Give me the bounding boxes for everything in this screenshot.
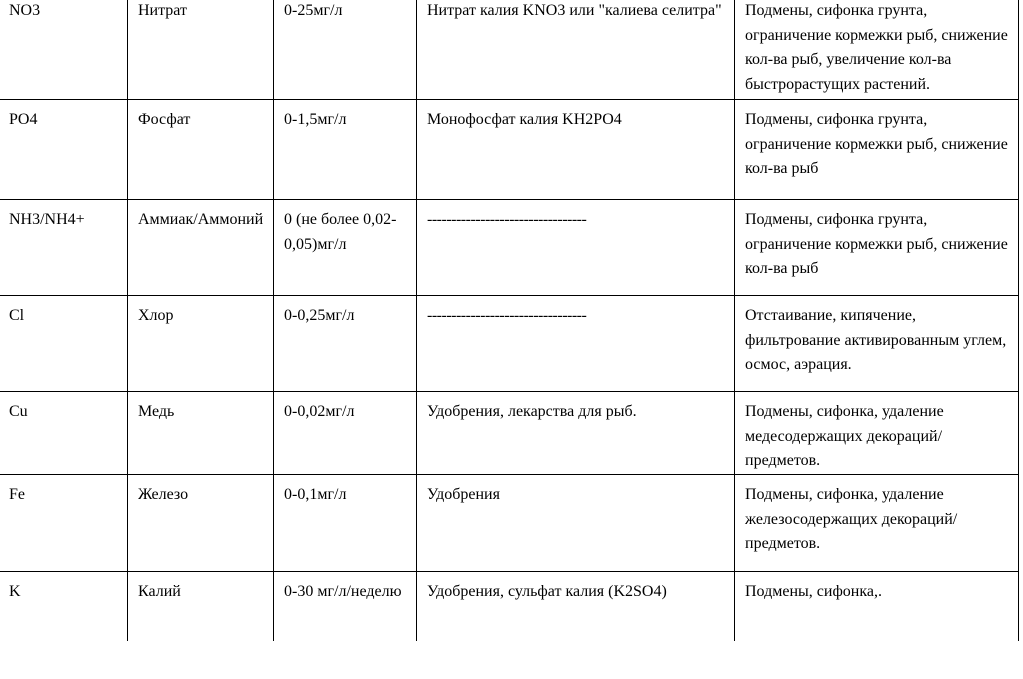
name-cell: Железо [128, 475, 274, 572]
norm-cell: 0-30 мг/л/неделю [274, 572, 417, 642]
symbol-cell: Cl [0, 296, 128, 392]
name-cell: Фосфат [128, 100, 274, 200]
remedy-cell: Подмены, сифонка грунта, ограничение кормежки рыб, снижение кол-ва рыб, увеличение кол-ва быстрорастущих растений. [735, 0, 1019, 100]
table-row [0, 200, 1019, 296]
table-row [0, 0, 1019, 100]
symbol-cell: PO4 [0, 100, 128, 200]
remedy-cell: Подмены, сифонка, удаление медесодержащих декораций/предметов. [735, 392, 1019, 475]
name-cell: Хлор [128, 296, 274, 392]
source-cell: Удобрения [417, 475, 735, 572]
table-row [0, 392, 1019, 475]
symbol-cell: Fe [0, 475, 128, 572]
name-cell: Аммиак/Аммоний [128, 200, 274, 296]
norm-cell: 0 (не более 0,02-0,05)мг/л [274, 200, 417, 296]
symbol-cell: Cu [0, 392, 128, 475]
symbol-cell: NO3 [0, 0, 128, 100]
norm-cell: 0-0,25мг/л [274, 296, 417, 392]
page-bottom-margin [0, 641, 1023, 679]
table-row [0, 475, 1019, 572]
symbol-cell: NH3/NH4+ [0, 200, 128, 296]
source-cell: Удобрения, сульфат калия (K2SO4) [417, 572, 735, 642]
remedy-cell: Подмены, сифонка,. [735, 572, 1019, 642]
remedy-cell: Подмены, сифонка грунта, ограничение кормежки рыб, снижение кол-ва рыб [735, 200, 1019, 296]
source-cell: Монофосфат калия KH2PO4 [417, 100, 735, 200]
norm-cell: 0-1,5мг/л [274, 100, 417, 200]
norm-cell: 0-25мг/л [274, 0, 417, 100]
remedy-cell: Подмены, сифонка, удаление железосодержащих декораций/предметов. [735, 475, 1019, 572]
source-cell: Нитрат калия KNO3 или "калиева селитра" [417, 0, 735, 100]
table-row [0, 572, 1019, 642]
source-cell: --------------------------------- [417, 296, 735, 392]
remedy-cell: Подмены, сифонка грунта, ограничение кормежки рыб, снижение кол-ва рыб [735, 100, 1019, 200]
table-row [0, 100, 1019, 200]
source-cell: Удобрения, лекарства для рыб. [417, 392, 735, 475]
name-cell: Нитрат [128, 0, 274, 100]
table-row [0, 296, 1019, 392]
name-cell: Калий [128, 572, 274, 642]
norm-cell: 0-0,02мг/л [274, 392, 417, 475]
symbol-cell: K [0, 572, 128, 642]
norm-cell: 0-0,1мг/л [274, 475, 417, 572]
name-cell: Медь [128, 392, 274, 475]
remedy-cell: Отстаивание, кипячение, фильтрование активированным углем, осмос, аэрация. [735, 296, 1019, 392]
source-cell: --------------------------------- [417, 200, 735, 296]
